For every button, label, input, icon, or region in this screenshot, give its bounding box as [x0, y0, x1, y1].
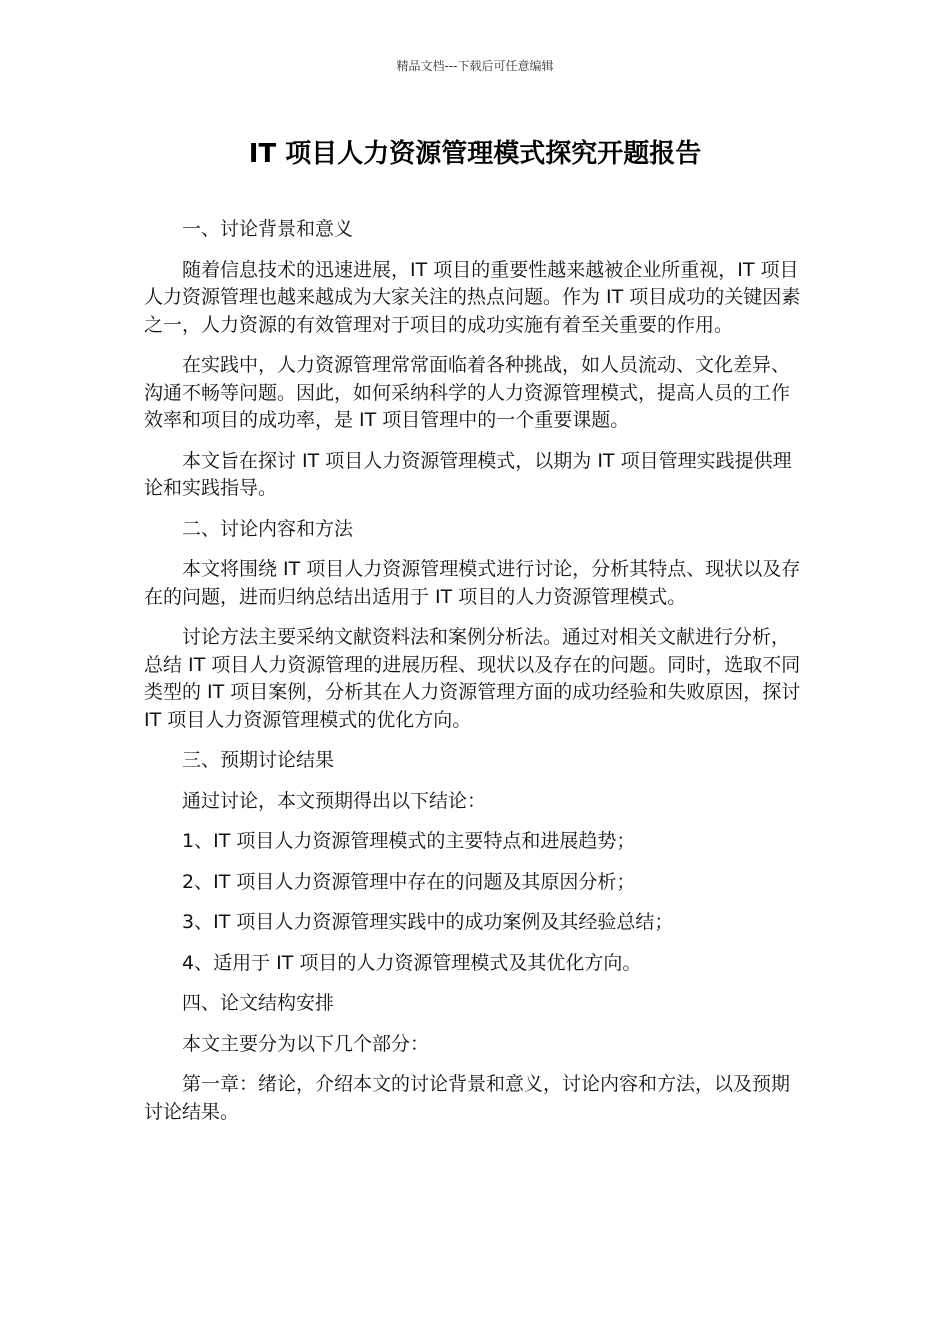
- paragraph-chapter-1: 第一章：绪论，介绍本文的讨论背景和意义，讨论内容和方法，以及预期讨论结果。: [144, 1073, 791, 1123]
- section-heading-content-methods: 二、讨论内容和方法: [182, 517, 354, 540]
- list-item-result-4: 4、适用于 IT 项目的人力资源管理模式及其优化方向。: [182, 951, 642, 974]
- paragraph-content-1: 本文将围绕 IT 项目人力资源管理模式进行讨论，分析其特点、现状以及存在的问题，进而归纳总结出适用于 IT 项目的人力资源管理模式。: [144, 558, 801, 608]
- paragraph-methods-1: 讨论方法主要采纳文献资料法和案例分析法。通过对相关文献进行分析，总结 IT 项目人力资源管理的进展历程、现状以及存在的问题。同时，选取不同类型的 IT 项目案例，分析其在人力资源管理方面的成功经验和失败原因，探讨 IT 项目人力资源管理模式的优化方向。: [144, 626, 801, 731]
- section-heading-structure: 四、论文结构安排: [182, 992, 335, 1014]
- paragraph-structure-intro: 本文主要分为以下几个部分：: [182, 1032, 430, 1055]
- paragraph-background-2: 在实践中，人力资源管理常常面临着各种挑战，如人员流动、文化差异、沟通不畅等问题。因此，如何采纳科学的人力资源管理模式，提高人员的工作效率和项目的成功率，是 IT 项目管理中的一个重要课题。: [144, 354, 791, 431]
- section-heading-background: 一、讨论背景和意义: [182, 218, 354, 240]
- list-item-result-3: 3、IT 项目人力资源管理实践中的成功案例及其经验总结；: [182, 911, 674, 933]
- paragraph-background-1: 随着信息技术的迅速进展，IT 项目的重要性越来越被企业所重视，IT 项目人力资源管理也越来越成为大家关注的热点问题。作为 IT 项目成功的关键因素之一，人力资源的有效管理对于项目的成功实施有着至关重要的作用。: [144, 258, 801, 336]
- header-note: 精品文档---下载后可任意编辑: [396, 59, 554, 73]
- section-heading-expected-results: 三、预期讨论结果: [182, 749, 335, 771]
- list-item-result-2: 2、IT 项目人力资源管理中存在的问题及其原因分析；: [182, 870, 636, 893]
- document-title: IT 项目人力资源管理模式探究开题报告: [248, 139, 702, 169]
- paragraph-expected-intro: 通过讨论，本文预期得出以下结论：: [182, 789, 487, 812]
- list-item-result-1: 1、IT 项目人力资源管理模式的主要特点和进展趋势；: [182, 830, 636, 852]
- paragraph-background-3: 本文旨在探讨 IT 项目人力资源管理模式，以期为 IT 项目管理实践提供理论和实践指导。: [144, 449, 792, 499]
- document-body: [144, 216, 806, 1139]
